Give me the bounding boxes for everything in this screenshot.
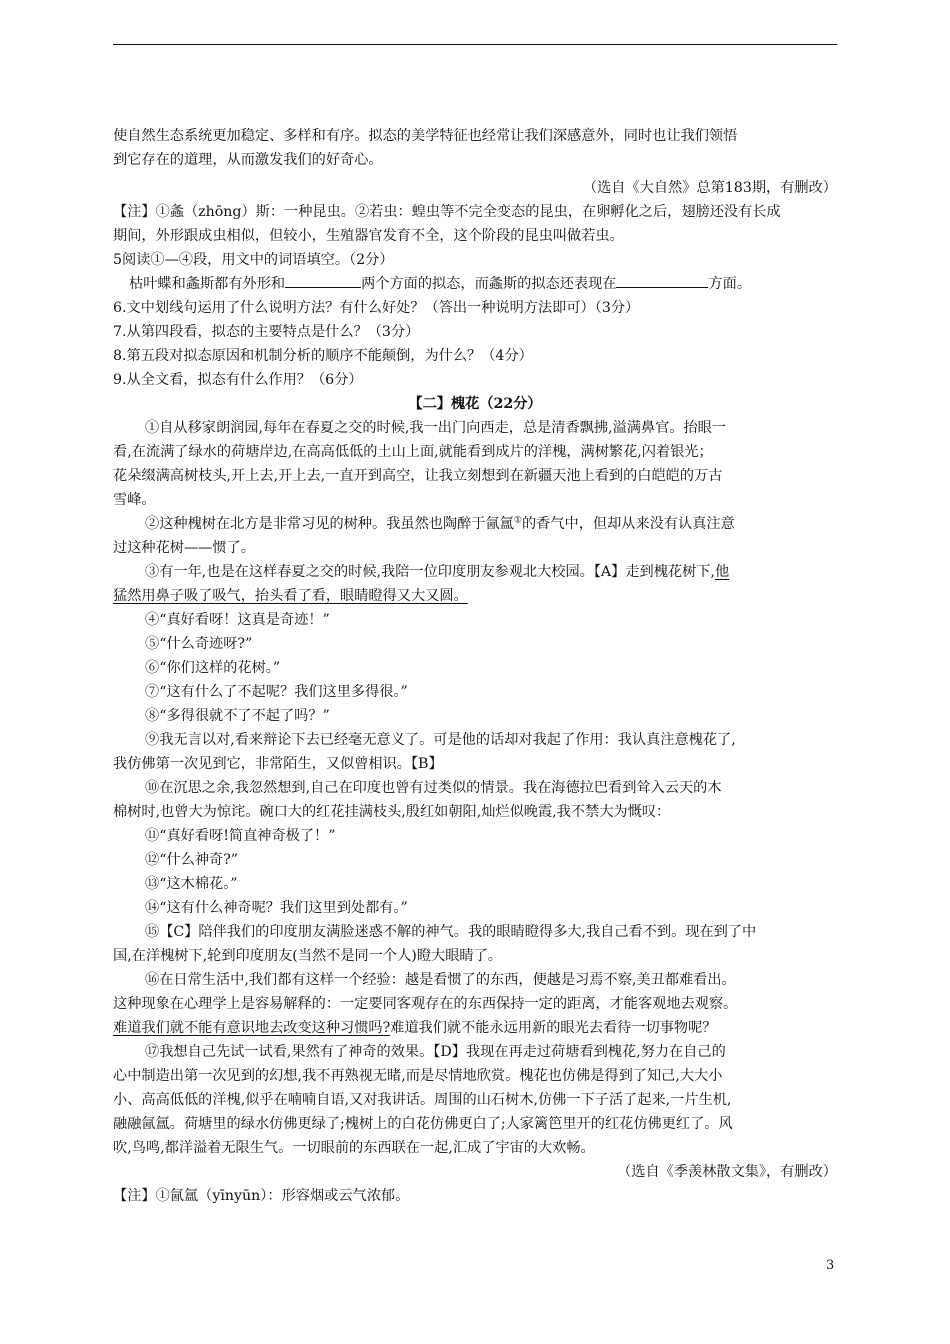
document-body [113, 124, 837, 1208]
question-9: 9.从全文看，拟态有什么作用？（6分） [113, 372, 363, 388]
answer-blank[interactable] [285, 273, 361, 288]
note-line: 期间，外形跟成虫相似，但较小，生殖器官发育不全，这个阶段的昆虫叫做若虫。 [113, 228, 624, 244]
paragraph-line: ⑰我想自己先试一试看,果然有了神奇的效果。【D】我现在再走过荷塘看到槐花,努力在自己的 [145, 1044, 726, 1060]
paragraph-line: 这种现象在心理学上是容易解释的：一定要同客观存在的东西保持一定的距离，才能客观地去观察。 [113, 996, 738, 1012]
paragraph-line: 雪峰。 [113, 492, 156, 508]
paragraph-line: 吹,鸟鸣,都洋溢着无限生气。一切眼前的东西联在一起,汇成了宇宙的大欢畅。 [113, 1140, 595, 1156]
question-5-fill: 枯叶蝶和螽斯都有外形和 两个方面的拟态，而螽斯的拟态还表现在 方面。 [113, 272, 837, 296]
paragraph-line: ③有一年,也是在这样春夏之交的时候,我陪一位印度朋友参观北大校园。【A】走到槐花树下,他 [145, 564, 730, 580]
question-5: 5阅读①—④段，用文中的词语填空。（2分） [113, 252, 394, 268]
header-rule [113, 44, 837, 45]
dialogue-line: ⑤“什么奇迹呀?” [145, 636, 253, 652]
dialogue-line: ⑭“这有什么神奇呢？我们这里到处都有。” [145, 900, 408, 916]
answer-blank[interactable] [616, 273, 708, 288]
page-number: 3 [826, 1258, 835, 1273]
paragraph-line: ②这种槐树在北方是非常习见的树种。我虽然也陶醉于氤氲①的香气中，但却从来没有认真注意 [145, 515, 735, 532]
paragraph-line: 融融氤氲。荷塘里的绿水仿佛更绿了;槐树上的白花仿佛更白了;人家篱笆里开的红花仿佛更红了。风 [113, 1116, 733, 1132]
paragraph-line: ⑨我无言以对,看来辩论下去已经毫无意义了。可是他的话却对我起了作用：我认真注意槐花了, [145, 732, 736, 748]
paragraph-line [113, 584, 837, 608]
question-8: 8.第五段对拟态原因和机制分析的顺序不能颠倒，为什么？（4分） [113, 348, 533, 364]
paragraph-line: ⑩在沉思之余,我忽然想到,自己在印度也曾有过类似的情景。我在海德拉巴看到耸入云天的木 [145, 780, 722, 796]
paragraph-line: 国,在洋槐树下,轮到印度朋友(当然不是同一个人)瞪大眼睛了。 [113, 948, 502, 964]
dialogue-line: ⑧“多得很就不了不起了吗？” [145, 708, 330, 724]
source-citation: （选自《大自然》总第183期，有删改） [582, 180, 837, 196]
text-line: 使自然生态系统更加稳定、多样和有序。拟态的美学特征也经常让我们深感意外，同时也让我们领悟 [113, 128, 738, 144]
paragraph-line: ⑮【C】陪伴我们的印度朋友满脸迷惑不解的神气。我的眼睛瞪得多大,我自己看不到。现在到了中 [145, 924, 757, 940]
source-citation: （选自《季羡林散文集》，有删改） [617, 1164, 837, 1180]
note-line: 【注】①螽（zhōng）斯：一种昆虫。②若虫：蝗虫等不完全变态的昆虫，在卵孵化之后，翅膀还没有长成 [113, 204, 781, 220]
question-6: 6.文中划线句运用了什么说明方法？有什么好处？（答出一种说明方法即可）（3分） [113, 300, 640, 316]
question-7: 7.从第四段看，拟态的主要特点是什么？（3分） [113, 324, 420, 340]
text-line: 到它存在的道理，从而激发我们的好奇心。 [113, 152, 383, 168]
underlined-sentence: 难道我们就不能有意识地去改变这种习惯吗? [113, 1020, 391, 1036]
paragraph-line: 我仿佛第一次见到它，非常陌生，又似曾相识。【B】 [113, 756, 443, 772]
section-heading: 【二】槐花（22分） [408, 396, 542, 412]
note-line: 【注】①氤氲（yīnyūn）：形容烟或云气浓郁。 [113, 1188, 410, 1204]
underlined-sentence: 他 [715, 564, 730, 580]
dialogue-line: ⑫“什么神奇?” [145, 852, 239, 868]
paragraph-line: 心中制造出第一次见到的幻想,我不再熟视无睹,而是尽情地欣赏。槐花也仿佛是得到了知己,大大小 [113, 1068, 723, 1084]
dialogue-line: ⑬“这木棉花。” [145, 876, 238, 892]
paragraph-line: 过这种花树——惯了。 [113, 540, 255, 556]
paragraph-line: 小、高高低低的洋槐,似乎在喃喃自语,又对我讲话。周围的山石树木,仿佛一下子活了起来,一片生机, [113, 1092, 732, 1108]
dialogue-line: ⑪“真好看呀!简直神奇极了！” [145, 828, 336, 844]
paragraph-line: ⑯在日常生活中,我们都有这样一个经验：越是看惯了的东西，便越是习焉不察,美丑都难看出。 [145, 972, 736, 988]
paragraph-line: 花朵缀满高树枝头,开上去,开上去,一直开到高空，让我立刻想到在新疆天池上看到的白皑皑的万古 [113, 468, 723, 484]
paragraph-line: 难道我们就不能有意识地去改变这种习惯吗?难道我们就不能永远用新的眼光去看待一切事物呢？ [113, 1020, 717, 1036]
paragraph-line: 棉树时,也曾大为惊诧。碗口大的红花挂满枝头,殷红如朝阳,灿烂似晚霞,我不禁大为慨叹： [113, 804, 671, 820]
paragraph-line: 看,在流满了绿水的荷塘岸边,在高高低低的土山上面,就能看到成片的洋槐，满树繁花,闪着银光； [113, 444, 713, 460]
dialogue-line: ④“真好看呀！这真是奇迹！” [145, 612, 330, 628]
dialogue-line: ⑥“你们这样的花树。” [145, 660, 281, 676]
paragraph-line: ①自从移家朗润园,每年在春夏之交的时候,我一出门向西走，总是清香飘拂,溢满鼻官。抬眼一 [145, 420, 727, 436]
dialogue-line: ⑦“这有什么了不起呢？我们这里多得很。” [145, 684, 408, 700]
underlined-sentence: 猛然用鼻子吸了吸气，抬头看了看，眼睛瞪得又大又圆。 [113, 588, 468, 604]
